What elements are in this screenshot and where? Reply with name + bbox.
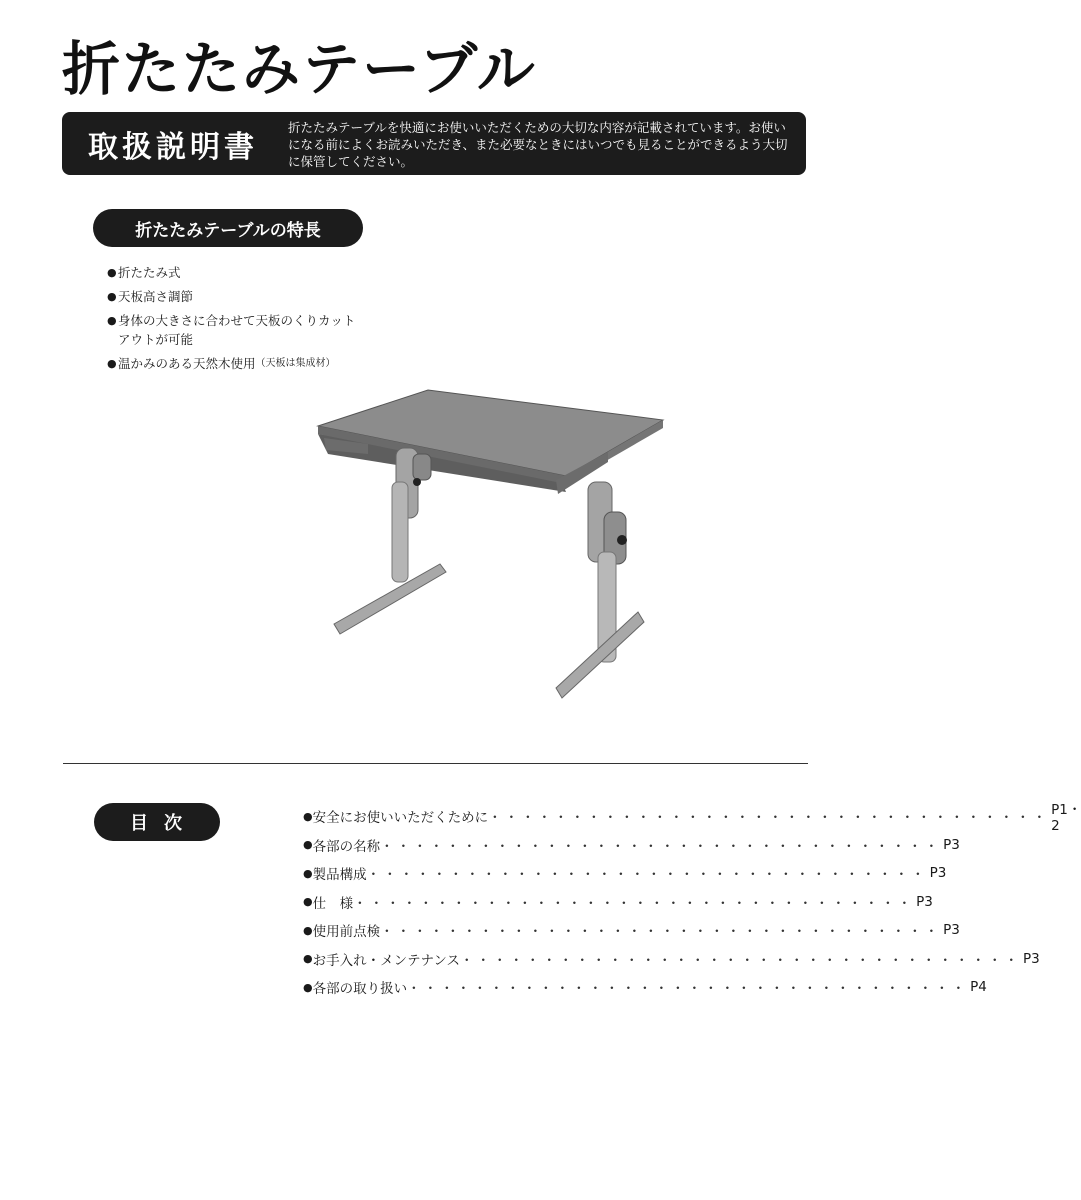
bullet-icon: ● <box>303 923 313 937</box>
features-heading: 折たたみテーブルの特長 <box>93 209 363 247</box>
toc-heading: 目次 <box>94 803 220 841</box>
toc-label: 仕 様 <box>312 895 354 912</box>
toc-page: P3 <box>929 865 947 882</box>
left-foot <box>334 564 446 634</box>
toc-page: P1・2 <box>1051 802 1081 835</box>
bullet-icon: ● <box>303 895 313 909</box>
left-leg-lower <box>392 482 408 582</box>
toc-leader: ・・・・・・・・・・・・・・・・・・・・・・・・・・・・・・・・・・ <box>380 924 942 941</box>
feature-label: 温かみのある天然木使用 <box>118 356 256 371</box>
feature-item <box>107 263 355 282</box>
bullet-icon: ● <box>303 809 313 823</box>
manual-banner <box>62 112 806 175</box>
toc-label: お手入れ・メンテナンス <box>312 952 461 969</box>
bullet-icon: ● <box>107 314 117 327</box>
feature-item <box>107 311 355 349</box>
right-knob <box>617 535 627 545</box>
page-title: 折たたみテーブル <box>62 35 537 103</box>
toc-leader: ・・・・・・・・・・・・・・・・・・・・・・・・・・・・・・・・・・ <box>488 810 1050 827</box>
toc-leader: ・・・・・・・・・・・・・・・・・・・・・・・・・・・・・・・・・・ <box>407 981 969 998</box>
toc-item[interactable] <box>303 859 947 888</box>
folding-table-photo <box>308 382 668 707</box>
bullet-icon: ● <box>303 980 313 994</box>
feature-note: （天板は集成材） <box>255 358 336 369</box>
toc-item[interactable] <box>303 888 933 917</box>
manual-intro-text: 折たたみテーブルを快適にお使いいただくための大切な内容が記載されています。お使いになる前によくお読みいただき、また必要なときにはいつでも見ることができるよう大切に保管してください。 <box>288 120 788 169</box>
feature-label: 折たたみ式 <box>118 265 181 280</box>
toc-label: 各部の名称 <box>312 838 381 855</box>
toc-item[interactable] <box>303 916 960 945</box>
toc-item[interactable] <box>303 831 960 860</box>
toc-item[interactable] <box>303 973 987 1002</box>
toc-leader: ・・・・・・・・・・・・・・・・・・・・・・・・・・・・・・・・・・ <box>460 952 1022 969</box>
table-illustration <box>318 390 663 698</box>
toc-page: P3 <box>916 893 933 910</box>
toc-page: P3 <box>1023 950 1040 967</box>
feature-item <box>107 287 355 306</box>
toc-item[interactable] <box>303 802 1081 835</box>
toc-leader: ・・・・・・・・・・・・・・・・・・・・・・・・・・・・・・・・・・ <box>353 895 915 912</box>
toc-label: 使用前点検 <box>312 924 381 941</box>
toc-leader: ・・・・・・・・・・・・・・・・・・・・・・・・・・・・・・・・・・ <box>366 867 928 884</box>
toc-leader: ・・・・・・・・・・・・・・・・・・・・・・・・・・・・・・・・・・ <box>380 838 942 855</box>
toc-page: P3 <box>943 922 960 939</box>
feature-label: 身体の大きさに合わせて天板のくりカット アウトが可能 <box>118 313 356 347</box>
left-leg-bracket <box>413 454 431 480</box>
toc-label: 製品構成 <box>312 867 367 884</box>
toc-list <box>303 802 1081 1002</box>
toc-label: 安全にお使いいただくために <box>312 810 489 827</box>
manual-heading: 取扱説明書 <box>88 130 258 165</box>
toc-label: 各部の取り扱い <box>312 981 408 998</box>
bullet-icon: ● <box>303 866 313 880</box>
bullet-icon: ● <box>107 290 117 303</box>
section-divider <box>63 763 808 764</box>
bullet-icon: ● <box>107 266 117 279</box>
feature-label: 天板高さ調節 <box>118 289 194 304</box>
toc-item[interactable] <box>303 945 1040 974</box>
bullet-icon: ● <box>303 838 313 852</box>
bullet-icon: ● <box>303 952 313 966</box>
toc-page: P4 <box>970 979 987 996</box>
left-knob <box>413 478 421 486</box>
bullet-icon: ● <box>107 357 117 370</box>
features-list <box>107 263 355 378</box>
toc-page: P3 <box>943 836 960 853</box>
feature-item <box>107 354 355 373</box>
